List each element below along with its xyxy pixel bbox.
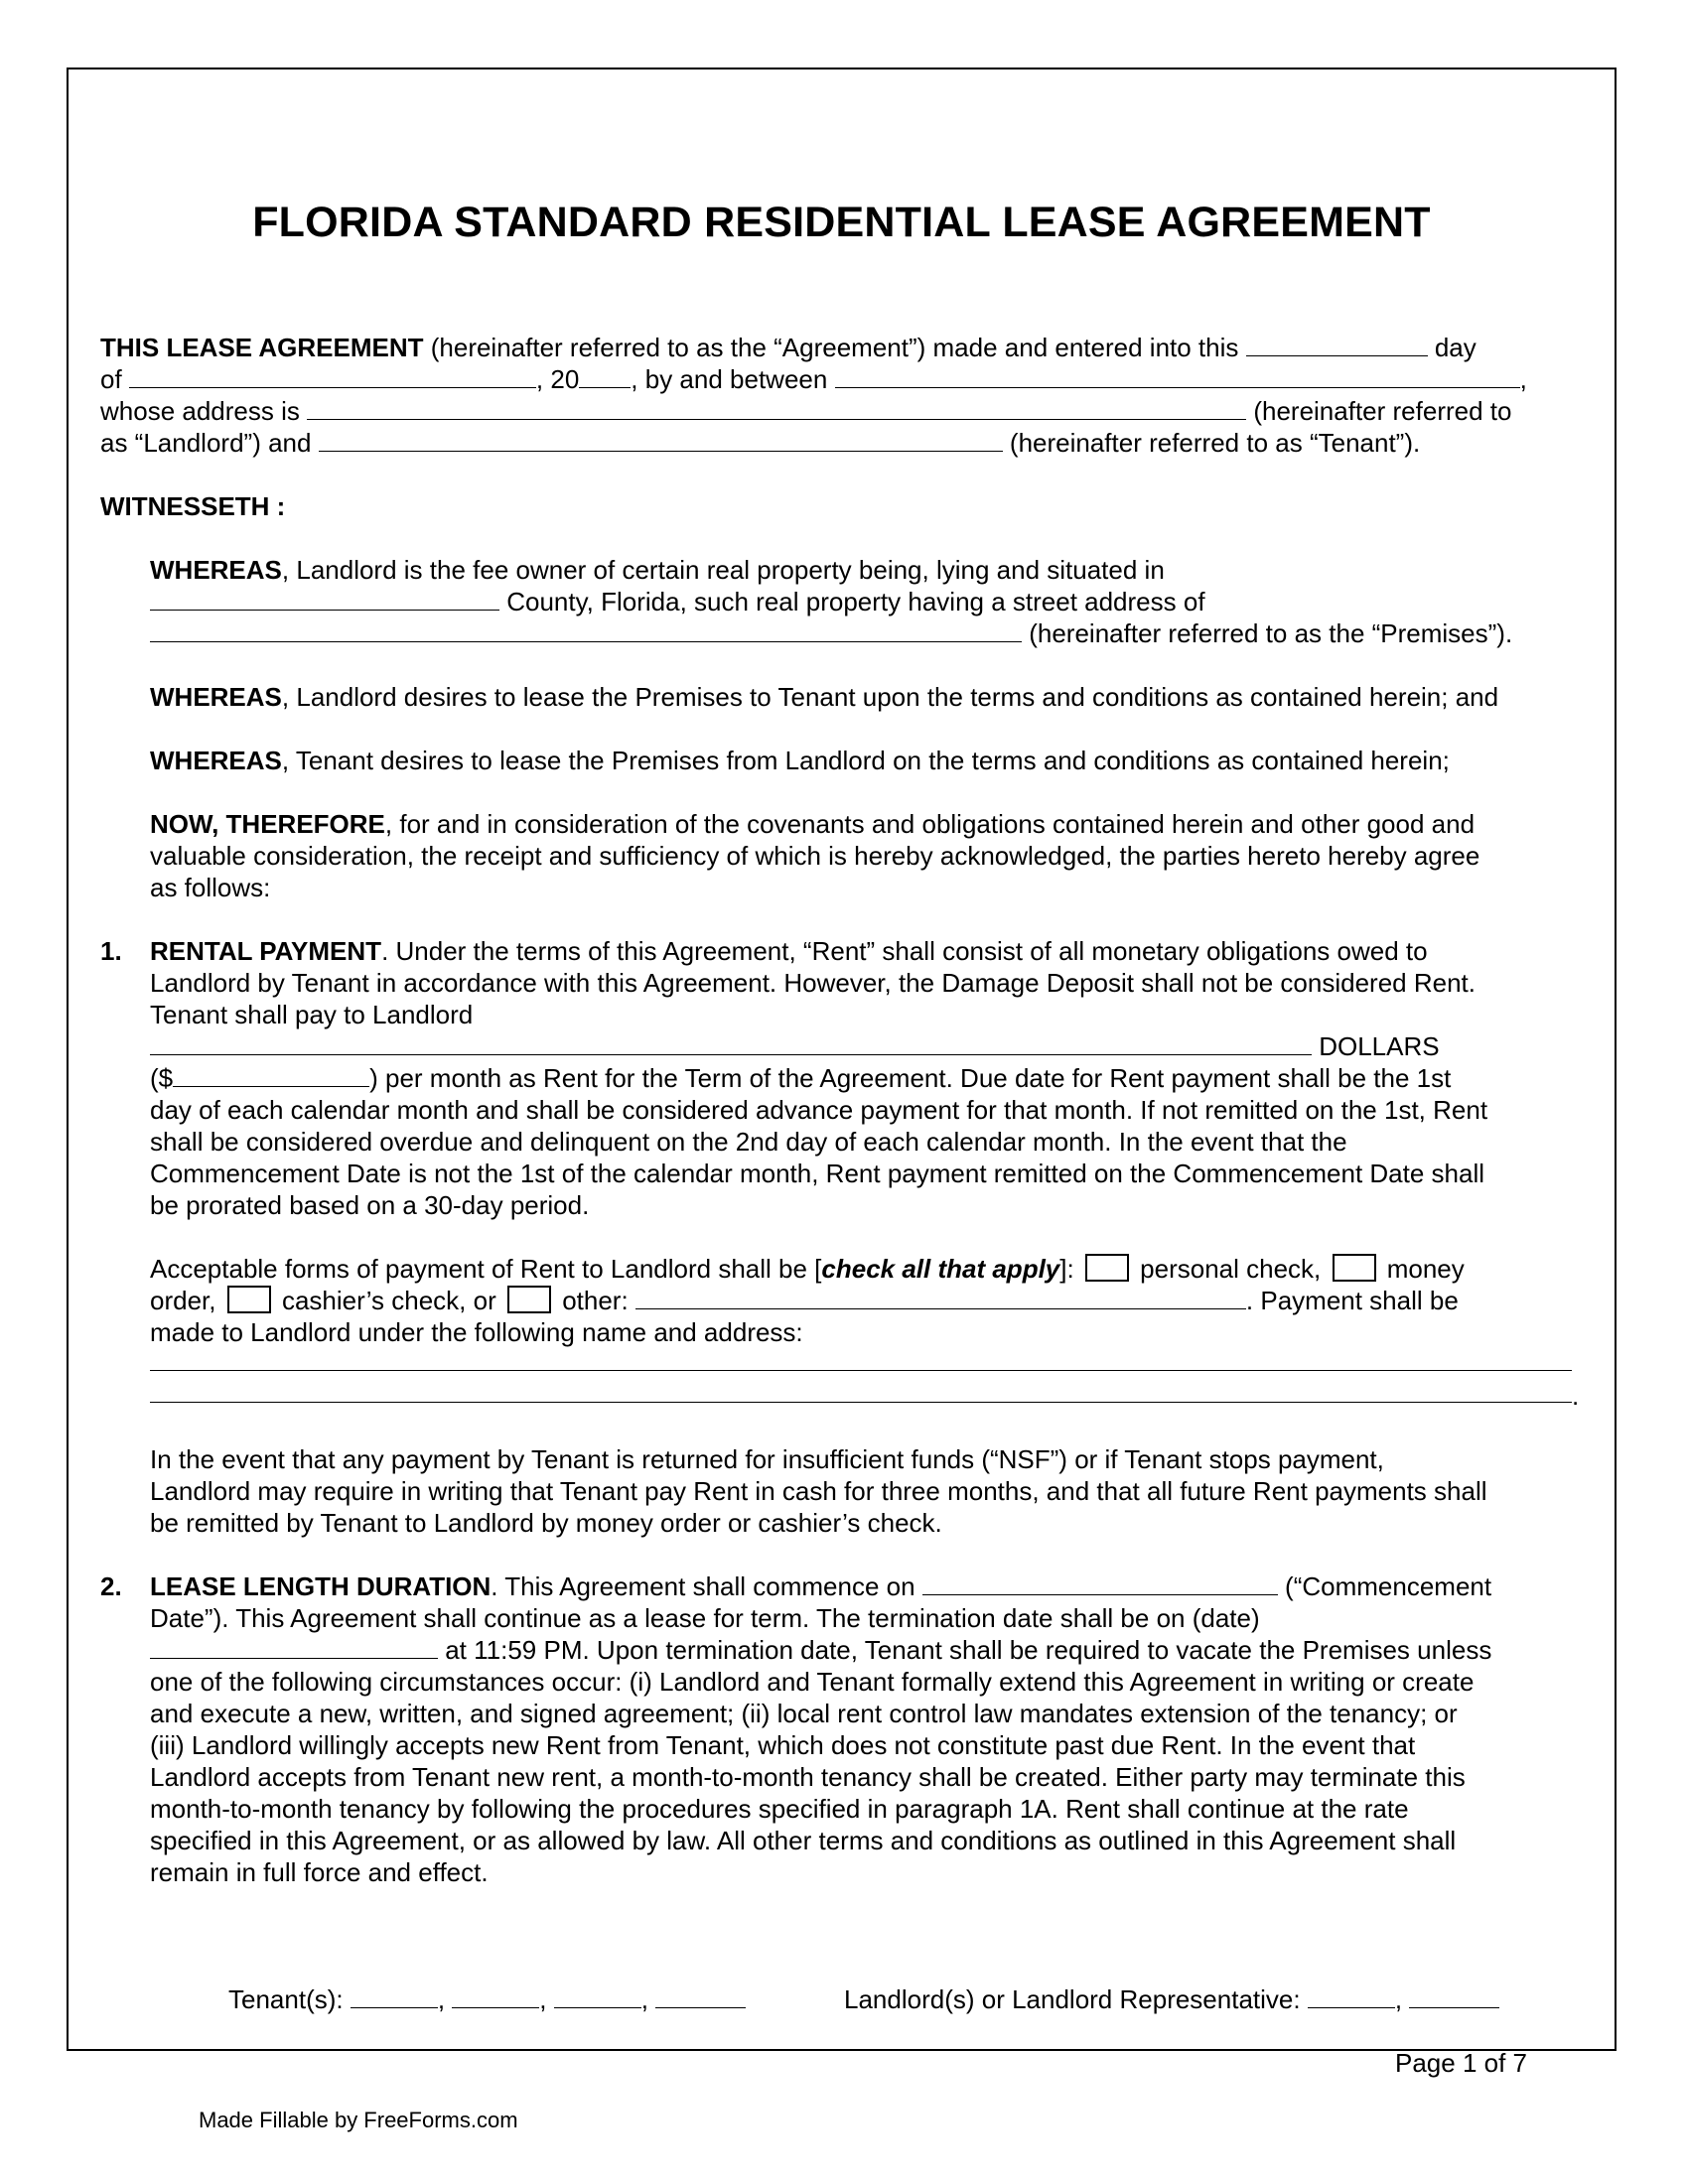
payment-forms-line-2: order, cashier’s check, or other: . Payment shall be <box>150 1286 1459 1315</box>
day-field[interactable] <box>1246 332 1428 356</box>
tenant-initial-3[interactable] <box>554 1983 641 2008</box>
made-fillable-footer: Made Fillable by FreeForms.com <box>199 2108 518 2132</box>
section1-line-7: shall be considered overdue and delinquent on the 2nd day of each calendar month. In the event that the <box>150 1127 1347 1157</box>
section1-line-4: DOLLARS <box>150 1030 1440 1062</box>
section2-number: 2. <box>100 1571 122 1601</box>
landlord-initial-1[interactable] <box>1308 1983 1395 2008</box>
payee-period: . <box>1572 1381 1580 1411</box>
intro-line-4: as “Landlord”) and (hereinafter referred to as “Tenant”). <box>100 428 1421 458</box>
section1-line-8: Commencement Date is not the 1st of the calendar month, Rent payment remitted on the Commencement Date shall <box>150 1159 1485 1188</box>
section1-line-9: be prorated based on a 30-day period. <box>150 1190 590 1220</box>
now-therefore-line-1: NOW, THEREFORE, for and in consideration of the covenants and obligations contained herein and other good and <box>150 809 1476 839</box>
page-number: Page 1 of 7 <box>1395 2048 1527 2078</box>
landlord-address-field[interactable] <box>307 395 1246 420</box>
other-payment-checkbox[interactable] <box>507 1286 551 1313</box>
section2-line-10: remain in full force and effect. <box>150 1857 489 1887</box>
whereas1-line-3: (hereinafter referred to as the “Premises”). <box>150 617 1512 649</box>
other-payment-field[interactable] <box>635 1285 1246 1309</box>
whereas1-line-1: WHEREAS, Landlord is the fee owner of certain real property being, lying and situated in <box>150 555 1165 585</box>
witnesseth-heading: WITNESSETH : <box>100 491 286 521</box>
money-order-checkbox[interactable] <box>1333 1254 1376 1282</box>
tenant-initial-2[interactable] <box>452 1983 539 2008</box>
intro-line-1: THIS LEASE AGREEMENT (hereinafter referred to as the “Agreement”) made and entered into this day <box>100 333 1477 362</box>
tenant-initial-1[interactable] <box>351 1983 438 2008</box>
termination-date-field[interactable] <box>150 1634 438 1659</box>
section2-line-2: Date”). This Agreement shall continue as a lease for term. The termination date shall be on (date) <box>150 1603 1260 1633</box>
month-field[interactable] <box>129 363 536 388</box>
payment-forms-line-1: Acceptable forms of payment of Rent to Landlord shall be [check all that apply]: personal check, money <box>150 1254 1465 1284</box>
section1-heading: RENTAL PAYMENT <box>150 936 382 966</box>
cashiers-check-checkbox[interactable] <box>227 1286 271 1313</box>
section1-line-1: RENTAL PAYMENT. Under the terms of this Agreement, “Rent” shall consist of all monetary obligations owed to <box>150 936 1428 966</box>
landlord-name-field[interactable] <box>835 363 1520 388</box>
county-field[interactable] <box>150 586 499 611</box>
whereas3: WHEREAS, Tenant desires to lease the Premises from Landlord on the terms and conditions as contained herein; <box>150 746 1450 775</box>
payee-name-address-field-1[interactable] <box>150 1370 1572 1371</box>
nsf-line-3: be remitted by Tenant to Landlord by money order or cashier’s check. <box>150 1508 942 1538</box>
section2-line-7: Landlord accepts from Tenant new rent, a month-to-month tenancy shall be created. Either party may terminate this <box>150 1762 1466 1792</box>
rent-amount-number-field[interactable] <box>173 1062 369 1087</box>
now-therefore-line-3: as follows: <box>150 873 271 902</box>
intro-line-2: of , 20 , by and between , <box>100 364 1527 394</box>
payment-forms-line-3: made to Landlord under the following name and address: <box>150 1317 803 1347</box>
intro-bold: THIS LEASE AGREEMENT <box>100 333 424 362</box>
section2-line-6: (iii) Landlord willingly accepts new Rent from Tenant, which does not constitute past due Rent. In the event that <box>150 1730 1416 1760</box>
premises-address-field[interactable] <box>150 617 1022 642</box>
now-therefore-line-2: valuable consideration, the receipt and sufficiency of which is hereby acknowledged, the parties hereto hereby agree <box>150 841 1480 871</box>
whereas1-line-2: County, Florida, such real property having a street address of <box>150 586 1205 617</box>
section1-line-6: day of each calendar month and shall be considered advance payment for that month. If not remitted on the 1st, Rent <box>150 1095 1488 1125</box>
payee-name-address-field-2[interactable] <box>150 1402 1572 1403</box>
section2-heading: LEASE LENGTH DURATION <box>150 1571 492 1601</box>
section1-line-2: Landlord by Tenant in accordance with this Agreement. However, the Damage Deposit shall not be considered Rent. <box>150 968 1476 998</box>
intro-line-3: whose address is (hereinafter referred to <box>100 396 1512 426</box>
whereas2: WHEREAS, Landlord desires to lease the Premises to Tenant upon the terms and conditions as contained herein; and <box>150 682 1499 712</box>
tenant-name-field[interactable] <box>319 427 1003 452</box>
nsf-line-2: Landlord may require in writing that Tenant pay Rent in cash for three months, and that all future Rent payments shall <box>150 1476 1487 1506</box>
section1-line-3: Tenant shall pay to Landlord <box>150 1000 474 1029</box>
landlord-initials: Landlord(s) or Landlord Representative: , <box>844 1983 1499 2015</box>
tenant-initial-4[interactable] <box>655 1983 746 2008</box>
nsf-line-1: In the event that any payment by Tenant is returned for insufficient funds (“NSF”) or if Tenant stops payment, <box>150 1444 1384 1474</box>
section1-number: 1. <box>100 936 122 966</box>
commencement-date-field[interactable] <box>922 1570 1278 1595</box>
tenant-initials: Tenant(s): , , , <box>228 1983 746 2015</box>
section2-line-8: month-to-month tenancy by following the procedures specified in paragraph 1A. Rent shall continue at the rate <box>150 1794 1409 1824</box>
rent-amount-words-field[interactable] <box>150 1030 1312 1055</box>
landlord-initial-2[interactable] <box>1409 1983 1499 2008</box>
section2-line-5: and execute a new, written, and signed agreement; (ii) local rent control law mandates extension of the tenancy; or <box>150 1699 1458 1728</box>
section2-line-9: specified in this Agreement, or as allowed by law. All other terms and conditions as outlined in this Agreement shall <box>150 1826 1457 1855</box>
section2-line-1: LEASE LENGTH DURATION. This Agreement shall commence on (“Commencement <box>150 1571 1492 1601</box>
section1-line-5: ($ ) per month as Rent for the Term of the Agreement. Due date for Rent payment shall be the 1st <box>150 1063 1452 1093</box>
section2-line-4: one of the following circumstances occur: (i) Landlord and Tenant formally extend this Agreement in writing or create <box>150 1667 1475 1697</box>
personal-check-checkbox[interactable] <box>1085 1254 1129 1282</box>
year-field[interactable] <box>579 363 631 388</box>
section2-line-3: at 11:59 PM. Upon termination date, Tenant shall be required to vacate the Premises unless <box>150 1634 1491 1666</box>
document-title: FLORIDA STANDARD RESIDENTIAL LEASE AGREEMENT <box>252 199 1431 246</box>
